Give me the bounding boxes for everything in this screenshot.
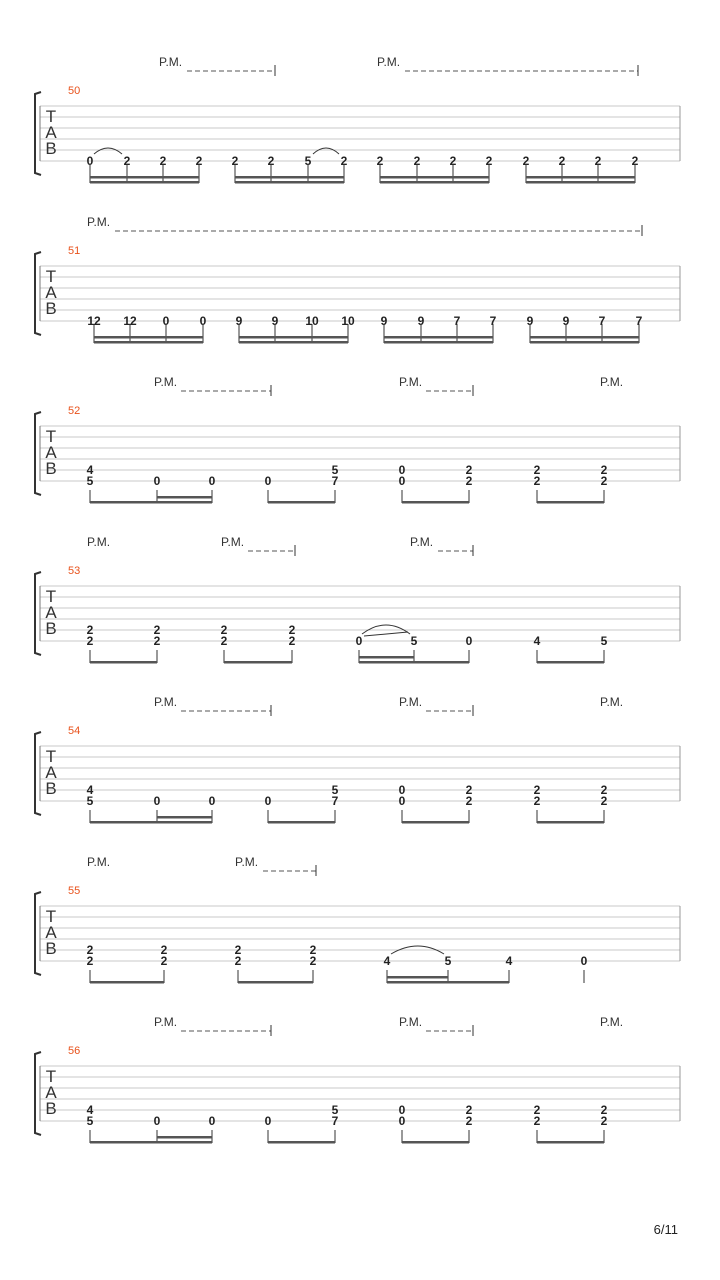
beam-eighth bbox=[537, 661, 604, 664]
tie bbox=[94, 148, 122, 154]
fret-number: 9 bbox=[271, 314, 279, 328]
fret-number: 0 bbox=[86, 154, 94, 168]
tab-letter: T bbox=[45, 747, 57, 766]
beam-eighth bbox=[402, 1141, 469, 1144]
slide-line bbox=[364, 632, 408, 636]
beam-eighth bbox=[268, 821, 335, 824]
palm-mute-label: P.M. bbox=[600, 695, 624, 709]
beam-sixteenth bbox=[90, 176, 199, 179]
fret-number: 0 bbox=[208, 474, 216, 488]
tab-letter: B bbox=[45, 779, 57, 798]
fret-number: 2 bbox=[231, 154, 239, 168]
beam-eighth bbox=[90, 981, 164, 984]
measure-number: 50 bbox=[68, 85, 81, 97]
fret-number: 7 bbox=[489, 314, 497, 328]
fret-number: 2 bbox=[86, 954, 94, 968]
beam-eighth bbox=[359, 661, 469, 664]
measure-number: 52 bbox=[68, 405, 81, 417]
fret-number: 2 bbox=[465, 1103, 473, 1117]
fret-number: 2 bbox=[86, 943, 94, 957]
fret-number: 2 bbox=[465, 794, 473, 808]
beam-sixteenth bbox=[530, 336, 639, 339]
fret-number: 2 bbox=[465, 463, 473, 477]
beam-eighth bbox=[268, 1141, 335, 1144]
beam-sixteenth bbox=[380, 176, 489, 179]
beam-eighth bbox=[380, 181, 489, 184]
beam-eighth bbox=[90, 1141, 212, 1144]
tab-letter: B bbox=[45, 1099, 57, 1118]
tab-letter: B bbox=[45, 299, 57, 318]
fret-number: 5 bbox=[304, 154, 312, 168]
fret-number: 10 bbox=[305, 314, 319, 328]
fret-number: 2 bbox=[376, 154, 384, 168]
fret-number: 2 bbox=[533, 1114, 541, 1128]
fret-number: 5 bbox=[444, 954, 452, 968]
beam-eighth bbox=[90, 661, 157, 664]
page-number: 6/11 bbox=[653, 1222, 678, 1237]
fret-number: 0 bbox=[398, 463, 406, 477]
fret-number: 5 bbox=[331, 783, 339, 797]
fret-number: 2 bbox=[558, 154, 566, 168]
fret-number: 7 bbox=[453, 314, 461, 328]
palm-mute-label: P.M. bbox=[221, 535, 245, 549]
measure-number: 53 bbox=[68, 565, 81, 577]
fret-number: 2 bbox=[600, 1114, 608, 1128]
fret-number: 0 bbox=[199, 314, 207, 328]
measure-number: 54 bbox=[68, 725, 81, 737]
beam-sixteenth bbox=[384, 336, 493, 339]
tab-letter: T bbox=[45, 267, 57, 286]
fret-number: 2 bbox=[594, 154, 602, 168]
fret-number: 2 bbox=[340, 154, 348, 168]
fret-number: 0 bbox=[398, 1103, 406, 1117]
fret-number: 2 bbox=[86, 623, 94, 637]
fret-number: 2 bbox=[309, 954, 317, 968]
beam-eighth bbox=[384, 341, 493, 344]
fret-number: 4 bbox=[86, 463, 94, 477]
beam-sixteenth bbox=[387, 976, 448, 979]
fret-number: 12 bbox=[87, 314, 101, 328]
tab-letter: A bbox=[45, 123, 57, 142]
palm-mute-label: P.M. bbox=[87, 855, 111, 869]
fret-number: 4 bbox=[505, 954, 513, 968]
fret-number: 0 bbox=[465, 634, 473, 648]
fret-number: 2 bbox=[160, 954, 168, 968]
fret-number: 9 bbox=[526, 314, 534, 328]
tie bbox=[313, 148, 339, 154]
palm-mute-label: P.M. bbox=[399, 1015, 423, 1029]
fret-number: 2 bbox=[533, 1103, 541, 1117]
fret-number: 2 bbox=[123, 154, 131, 168]
fret-number: 2 bbox=[533, 474, 541, 488]
tab-letter: T bbox=[45, 587, 57, 606]
tab-letter: B bbox=[45, 459, 57, 478]
fret-number: 2 bbox=[533, 463, 541, 477]
beam-eighth bbox=[402, 501, 469, 504]
palm-mute-label: P.M. bbox=[600, 375, 624, 389]
fret-number: 2 bbox=[533, 783, 541, 797]
tab-letter: B bbox=[45, 619, 57, 638]
fret-number: 0 bbox=[162, 314, 170, 328]
beam-eighth bbox=[530, 341, 639, 344]
fret-number: 7 bbox=[331, 474, 339, 488]
fret-number: 0 bbox=[398, 794, 406, 808]
beam-sixteenth bbox=[157, 496, 212, 499]
fret-number: 2 bbox=[600, 783, 608, 797]
fret-number: 2 bbox=[153, 623, 161, 637]
fret-number: 0 bbox=[398, 474, 406, 488]
fret-number: 2 bbox=[220, 623, 228, 637]
fret-number: 2 bbox=[288, 634, 296, 648]
fret-number: 7 bbox=[598, 314, 606, 328]
beam-eighth bbox=[526, 181, 635, 184]
palm-mute-label: P.M. bbox=[159, 55, 183, 69]
beam-eighth bbox=[94, 341, 203, 344]
fret-number: 0 bbox=[264, 794, 272, 808]
fret-number: 2 bbox=[522, 154, 530, 168]
palm-mute-label: P.M. bbox=[377, 55, 401, 69]
beam-sixteenth bbox=[157, 1136, 212, 1139]
beam-sixteenth bbox=[235, 176, 344, 179]
tab-letter: A bbox=[45, 283, 57, 302]
beam-eighth bbox=[268, 501, 335, 504]
beam-eighth bbox=[90, 181, 199, 184]
fret-number: 0 bbox=[580, 954, 588, 968]
palm-mute-label: P.M. bbox=[399, 695, 423, 709]
fret-number: 9 bbox=[235, 314, 243, 328]
fret-number: 2 bbox=[288, 623, 296, 637]
fret-number: 2 bbox=[195, 154, 203, 168]
fret-number: 2 bbox=[631, 154, 639, 168]
beam-eighth bbox=[537, 821, 604, 824]
fret-number: 5 bbox=[331, 463, 339, 477]
fret-number: 2 bbox=[220, 634, 228, 648]
fret-number: 5 bbox=[410, 634, 418, 648]
tab-letter: T bbox=[45, 107, 57, 126]
measure-number: 55 bbox=[68, 885, 81, 897]
tab-letter: A bbox=[45, 603, 57, 622]
fret-number: 2 bbox=[234, 954, 242, 968]
fret-number: 2 bbox=[533, 794, 541, 808]
fret-number: 2 bbox=[159, 154, 167, 168]
fret-number: 12 bbox=[123, 314, 137, 328]
palm-mute-label: P.M. bbox=[410, 535, 434, 549]
fret-number: 4 bbox=[86, 783, 94, 797]
fret-number: 2 bbox=[465, 474, 473, 488]
fret-number: 7 bbox=[331, 1114, 339, 1128]
fret-number: 7 bbox=[635, 314, 643, 328]
fret-number: 0 bbox=[153, 794, 161, 808]
beam-eighth bbox=[238, 981, 313, 984]
beam-eighth bbox=[224, 661, 292, 664]
fret-number: 10 bbox=[341, 314, 355, 328]
beam-sixteenth bbox=[94, 336, 203, 339]
fret-number: 0 bbox=[398, 783, 406, 797]
tab-letter: A bbox=[45, 443, 57, 462]
palm-mute-label: P.M. bbox=[154, 1015, 178, 1029]
fret-number: 2 bbox=[600, 794, 608, 808]
fret-number: 9 bbox=[380, 314, 388, 328]
palm-mute-label: P.M. bbox=[235, 855, 259, 869]
beam-sixteenth bbox=[239, 336, 348, 339]
tab-letter: B bbox=[45, 139, 57, 158]
beam-eighth bbox=[90, 821, 212, 824]
tab-letter: A bbox=[45, 1083, 57, 1102]
fret-number: 2 bbox=[86, 634, 94, 648]
fret-number: 0 bbox=[153, 474, 161, 488]
palm-mute-label: P.M. bbox=[87, 215, 111, 229]
beam-eighth bbox=[239, 341, 348, 344]
fret-number: 5 bbox=[86, 794, 94, 808]
palm-mute-label: P.M. bbox=[399, 375, 423, 389]
beam-eighth bbox=[387, 981, 509, 984]
fret-number: 4 bbox=[383, 954, 391, 968]
beam-eighth bbox=[90, 501, 212, 504]
fret-number: 0 bbox=[264, 474, 272, 488]
fret-number: 2 bbox=[485, 154, 493, 168]
fret-number: 4 bbox=[533, 634, 541, 648]
fret-number: 0 bbox=[153, 1114, 161, 1128]
beam-eighth bbox=[537, 501, 604, 504]
measure-number: 56 bbox=[68, 1045, 81, 1057]
fret-number: 2 bbox=[413, 154, 421, 168]
measure-number: 51 bbox=[68, 245, 81, 257]
fret-number: 0 bbox=[264, 1114, 272, 1128]
fret-number: 2 bbox=[600, 474, 608, 488]
fret-number: 2 bbox=[267, 154, 275, 168]
fret-number: 0 bbox=[398, 1114, 406, 1128]
beam-sixteenth bbox=[526, 176, 635, 179]
palm-mute-label: P.M. bbox=[154, 375, 178, 389]
beam-eighth bbox=[537, 1141, 604, 1144]
fret-number: 2 bbox=[465, 1114, 473, 1128]
fret-number: 5 bbox=[86, 1114, 94, 1128]
fret-number: 2 bbox=[600, 463, 608, 477]
beam-sixteenth bbox=[359, 656, 414, 659]
palm-mute-label: P.M. bbox=[87, 535, 111, 549]
fret-number: 2 bbox=[234, 943, 242, 957]
fret-number: 2 bbox=[309, 943, 317, 957]
fret-number: 5 bbox=[331, 1103, 339, 1117]
tab-letter: T bbox=[45, 907, 57, 926]
fret-number: 0 bbox=[355, 634, 363, 648]
tab-letter: T bbox=[45, 1067, 57, 1086]
fret-number: 0 bbox=[208, 1114, 216, 1128]
fret-number: 2 bbox=[449, 154, 457, 168]
fret-number: 2 bbox=[160, 943, 168, 957]
fret-number: 2 bbox=[600, 1103, 608, 1117]
fret-number: 5 bbox=[600, 634, 608, 648]
fret-number: 4 bbox=[86, 1103, 94, 1117]
beam-eighth bbox=[402, 821, 469, 824]
beam-sixteenth bbox=[157, 816, 212, 819]
fret-number: 0 bbox=[208, 794, 216, 808]
beam-eighth bbox=[235, 181, 344, 184]
fret-number: 2 bbox=[153, 634, 161, 648]
palm-mute-label: P.M. bbox=[154, 695, 178, 709]
fret-number: 2 bbox=[465, 783, 473, 797]
fret-number: 9 bbox=[562, 314, 570, 328]
palm-mute-label: P.M. bbox=[600, 1015, 624, 1029]
tab-letter: T bbox=[45, 427, 57, 446]
fret-number: 7 bbox=[331, 794, 339, 808]
fret-number: 5 bbox=[86, 474, 94, 488]
tab-letter: A bbox=[45, 763, 57, 782]
tab-letter: A bbox=[45, 923, 57, 942]
fret-number: 9 bbox=[417, 314, 425, 328]
tab-letter: B bbox=[45, 939, 57, 958]
